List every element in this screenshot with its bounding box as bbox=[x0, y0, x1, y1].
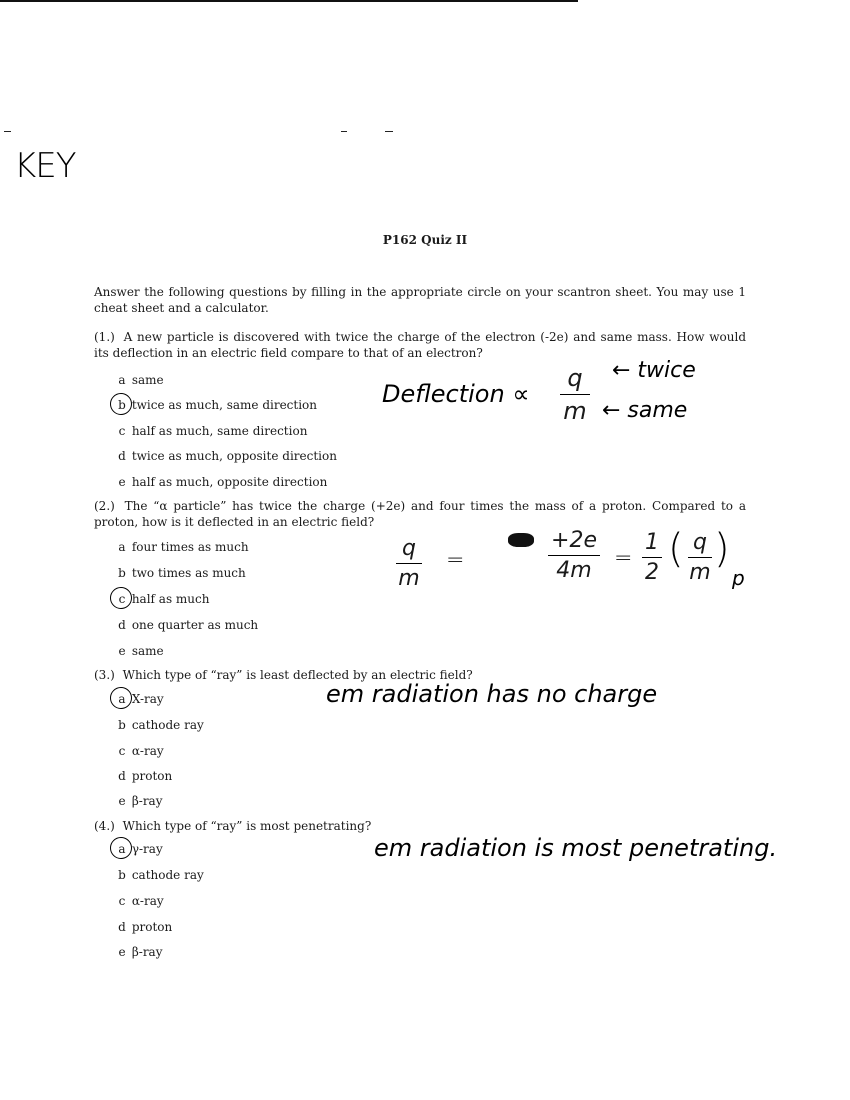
choice-letter bbox=[116, 842, 128, 856]
paren-close: ) bbox=[714, 526, 730, 572]
choice-3e bbox=[116, 794, 163, 808]
choice-2e bbox=[116, 644, 164, 658]
choice-text: proton bbox=[131, 769, 173, 783]
frac-den: m bbox=[563, 397, 587, 425]
choice-3d bbox=[116, 769, 172, 783]
scribble-mark bbox=[508, 533, 534, 547]
choice-text: cathode ray bbox=[131, 868, 204, 882]
choice-letter-text: b bbox=[118, 398, 126, 412]
frac-den: m bbox=[398, 566, 420, 591]
choice-letter bbox=[116, 692, 128, 706]
paren-open: ( bbox=[668, 526, 684, 572]
frac-bar bbox=[548, 555, 600, 556]
choice-text: β-ray bbox=[131, 945, 163, 959]
annotation-penetrating: em radiation is most penetrating. bbox=[374, 834, 778, 862]
instructions: Answer the following questions by filling in the appropriate circle on your scantron sheet. You may use 1 cheat sheet and a calculator. bbox=[94, 285, 746, 315]
choice-letter: a bbox=[118, 540, 126, 554]
frac-num: q bbox=[693, 530, 707, 555]
choice-text: β-ray bbox=[131, 794, 163, 808]
choice-text: half as much, same direction bbox=[131, 424, 308, 438]
frac-bar bbox=[560, 394, 590, 395]
annotation-subscript-p: p bbox=[732, 566, 745, 590]
annotation-deflection: Deflection ∝ bbox=[382, 380, 530, 408]
choice-4e bbox=[116, 945, 163, 959]
choice-4b bbox=[116, 868, 204, 882]
choice-1e bbox=[116, 475, 327, 489]
question-number: (4.) bbox=[94, 819, 115, 833]
choice-letter: a bbox=[118, 373, 126, 387]
choice-4c bbox=[116, 894, 164, 908]
question-text: Which type of “ray” is most penetrating? bbox=[122, 819, 372, 833]
frac-num: q bbox=[567, 364, 583, 392]
choice-1d bbox=[116, 449, 337, 463]
choice-1a bbox=[116, 373, 164, 387]
choice-letter: e bbox=[118, 644, 126, 658]
choice-2c bbox=[116, 592, 210, 606]
frac-bar bbox=[688, 557, 712, 558]
choice-letter: e bbox=[118, 475, 126, 489]
frac-num: 1 bbox=[645, 530, 659, 555]
question-text: Which type of “ray” is least deflected by an electric field? bbox=[122, 668, 473, 682]
choice-3c bbox=[116, 744, 164, 758]
choice-text: same bbox=[131, 644, 164, 658]
annotation-same: ← same bbox=[602, 398, 688, 423]
annotation-no-charge: em radiation has no charge bbox=[326, 680, 658, 708]
choice-letter-text: a bbox=[118, 692, 126, 706]
answer-circle bbox=[110, 393, 132, 415]
choice-text: γ-ray bbox=[131, 842, 163, 856]
annotation-2e-over-4m bbox=[548, 528, 600, 583]
frac-den: 4m bbox=[556, 558, 592, 583]
annotation-twice: ← twice bbox=[612, 358, 696, 383]
choice-text: X-ray bbox=[131, 692, 164, 706]
question-text: The “α particle” has twice the charge (+2e) and four times the mass of a proton. Compared to a proton, how is it deflected in an electric field? bbox=[94, 499, 747, 529]
scan-speck bbox=[341, 131, 347, 132]
scan-speck bbox=[385, 131, 393, 132]
choice-letter bbox=[116, 398, 128, 412]
frac-den: 2 bbox=[645, 560, 659, 585]
question-number: (1.) bbox=[94, 330, 115, 344]
choice-letter: c bbox=[118, 424, 126, 438]
scan-edge-line bbox=[0, 0, 578, 2]
scan-speck bbox=[4, 131, 11, 132]
choice-2b bbox=[116, 566, 246, 580]
choice-2a bbox=[116, 540, 249, 554]
choice-letter bbox=[116, 592, 128, 606]
question-number: (3.) bbox=[94, 668, 115, 682]
page-title: P162 Quiz II bbox=[382, 233, 468, 247]
choice-letter: c bbox=[118, 894, 126, 908]
choice-letter: b bbox=[118, 566, 126, 580]
answer-circle bbox=[110, 687, 132, 709]
annotation-equals: = bbox=[446, 548, 465, 573]
frac-den: m bbox=[689, 560, 711, 585]
annotation-q-over-m bbox=[560, 364, 590, 425]
choice-letter-text: c bbox=[118, 592, 126, 606]
choice-text: one quarter as much bbox=[131, 618, 259, 632]
choice-3b bbox=[116, 718, 204, 732]
choice-text: four times as much bbox=[131, 540, 249, 554]
choice-4a bbox=[116, 842, 163, 856]
choice-letter-text: a bbox=[118, 842, 126, 856]
choice-text: α-ray bbox=[131, 894, 164, 908]
choice-2d bbox=[116, 618, 258, 632]
answer-circle bbox=[110, 837, 132, 859]
annotation-equals: = bbox=[614, 546, 633, 571]
question-text: A new particle is discovered with twice the charge of the electron (-2e) and same mass. How would its deflection in an electric field compare to that of an electron? bbox=[94, 330, 746, 360]
choice-letter: e bbox=[118, 945, 126, 959]
choice-text: half as much bbox=[131, 592, 210, 606]
choice-letter: c bbox=[118, 744, 126, 758]
choice-text: cathode ray bbox=[131, 718, 204, 732]
choice-text: two times as much bbox=[131, 566, 246, 580]
choice-text: α-ray bbox=[131, 744, 164, 758]
choice-text: proton bbox=[131, 920, 173, 934]
answer-circle bbox=[110, 587, 132, 609]
choice-letter: d bbox=[118, 618, 126, 632]
question-1 bbox=[94, 329, 746, 361]
key-label: KEY bbox=[14, 146, 76, 186]
frac-num: +2e bbox=[551, 528, 597, 553]
choice-letter: e bbox=[118, 794, 126, 808]
choice-letter: b bbox=[118, 868, 126, 882]
choice-text: twice as much, same direction bbox=[131, 398, 318, 412]
choice-letter: d bbox=[118, 449, 126, 463]
choice-letter: d bbox=[118, 920, 126, 934]
choice-text: same bbox=[131, 373, 164, 387]
question-2 bbox=[94, 498, 746, 530]
choice-letter: b bbox=[118, 718, 126, 732]
choice-1b bbox=[116, 398, 317, 412]
choice-1c bbox=[116, 424, 307, 438]
choice-text: half as much, opposite direction bbox=[131, 475, 328, 489]
annotation-q-over-m-p bbox=[688, 530, 712, 585]
question-4 bbox=[94, 818, 746, 834]
frac-num: q bbox=[402, 536, 416, 561]
question-number: (2.) bbox=[94, 499, 115, 513]
annotation-one-half bbox=[642, 530, 662, 585]
annotation-q-over-m bbox=[396, 536, 422, 591]
choice-3a bbox=[116, 692, 164, 706]
frac-bar bbox=[396, 563, 422, 564]
choice-letter: d bbox=[118, 769, 126, 783]
frac-bar bbox=[642, 557, 662, 558]
choice-4d bbox=[116, 920, 172, 934]
choice-text: twice as much, opposite direction bbox=[131, 449, 337, 463]
